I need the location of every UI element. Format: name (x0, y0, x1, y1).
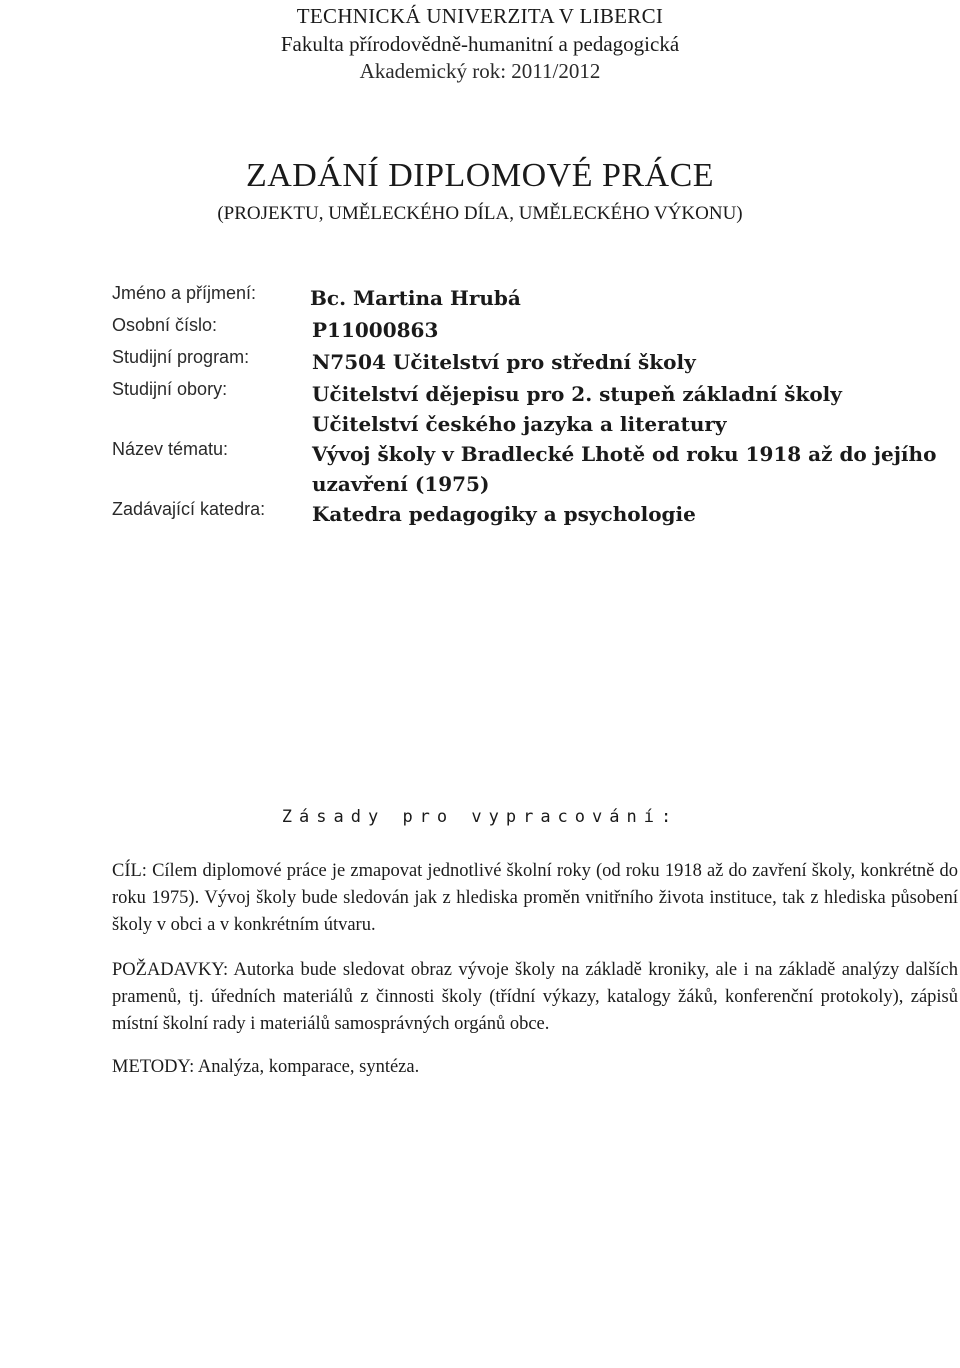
name-value: Bc. Martina Hrubá (310, 286, 521, 310)
goal-paragraph: CÍL: Cílem diplomové práce je zmapovat jednotlivé školní roky (od roku 1918 až do zavření školy, konkrétně do roku 1975). Vývoj školy bude sledován jak z hlediska proměn vnitřního života instituce, tak z hlediska působení školy v obci a v konkrétním útvaru. (112, 861, 958, 935)
topic-value: Vývoj školy v Bradlecké Lhotě od roku 1918 až do jejího uzavření (1975) (312, 442, 937, 496)
name-label: Jméno a příjmení: (112, 283, 257, 303)
program-value: N7504 Učitelství pro střední školy (312, 350, 696, 374)
faculty-name: Fakulta přírodovědně-humanitní a pedagogická (280, 32, 680, 56)
requirements-paragraph: POŽADAVKY: Autorka bude sledovat obraz vývoje školy na základě kroniky, ale i na základě analýzy dalších pramenů, tj. úředních materiálů z činnosti školy (třídní výkazy, katalogy žáků, konferenční protokoly), zápisů místní školní rady i materiálů samosprávných orgánů obce. (112, 960, 958, 1034)
id-label: Osobní číslo: (112, 315, 218, 335)
guidelines-heading: Zásady pro vypracování: (281, 807, 679, 827)
name-row (112, 283, 952, 315)
id-value: P11000863 (312, 318, 439, 342)
academic-year: Akademický rok: 2011/2012 (359, 59, 601, 83)
department-label: Zadávající katedra: (112, 499, 266, 519)
topic-label: Název tématu: (112, 439, 229, 459)
id-row (112, 315, 952, 347)
methods-paragraph: METODY: Analýza, komparace, syntéza. (112, 1057, 420, 1077)
department-value: Katedra pedagogiky a psychologie (312, 502, 696, 526)
department-row (112, 499, 952, 531)
document-subtitle: (PROJEKTU, UMĚLECKÉHO DÍLA, UMĚLECKÉHO VÝKONU) (217, 203, 743, 224)
fields-label: Studijní obory: (112, 379, 228, 399)
program-label: Studijní program: (112, 347, 250, 367)
fields-row (112, 379, 952, 439)
document-title: ZADÁNÍ DIPLOMOVÉ PRÁCE (245, 157, 715, 194)
topic-row (112, 439, 952, 499)
university-name: TECHNICKÁ UNIVERZITA V LIBERCI (296, 4, 664, 28)
field-value-1: Učitelství dějepisu pro 2. stupeň základní školy (312, 382, 842, 406)
field-value-2: Učitelství českého jazyka a literatury (312, 412, 727, 436)
student-info (112, 283, 952, 531)
program-row (112, 347, 952, 379)
